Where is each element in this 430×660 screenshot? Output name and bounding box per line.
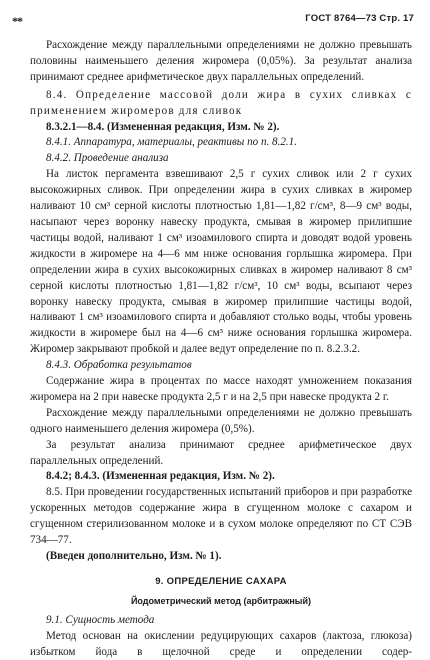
paragraph-results: Содержание жира в процентах по массе находят умножением показания жиромера на 2 при навеске продукта 2,5 г и на 2,5 при навеске продукта 2 г.	[30, 375, 412, 403]
paragraph-average: За результат анализа принимают среднее арифметическое двух параллельных определений.	[30, 438, 412, 467]
clause-8-4-1: 8.4.1. Аппаратура, материалы, реактивы по п. 8.2.1.	[46, 136, 297, 149]
corner-mark: **	[12, 14, 22, 28]
method-subtitle: Йодометрический метод (арбитражный)	[130, 595, 312, 606]
paragraph-divergence-1: Расхождение между параллельными определениями не должно превышать половины наименьшего деления жиромера (0,05%). За результат анализа принимают среднее арифметическое двух параллельных определений.	[30, 39, 412, 83]
clause-8-5: 8.5. При проведении государственных испытаний приборов и при разработке ускоренных методов содержание жира в сгущенном молоке с сахаром и сгущенном стерилизованном молоке и в сухом молоке определяют по СТ СЭВ 734—77.	[30, 486, 412, 547]
page-header: ГОСТ 8764—73 Стр. 17	[305, 13, 414, 24]
clause-9-1-title: 9.1. Сущность метода	[46, 613, 155, 626]
section-title-9: 9. ОПРЕДЕЛЕНИЕ САХАРА	[155, 575, 287, 587]
paragraph-procedure: На листок пергамента взвешивают 2,5 г сухих сливок или 2 г сухих высокожирных сливок. При определении жира в сухих сливках в жиромер наливают 10 см³ серной кислоты плотностью 1,81—1,82 г/см³, 8—9 см³ воды, насыпают через воронку навеску продукта, смывая в жиромер прилипшие частицы водой, наливают 1 см³ изоамилового спирта и доводят водой уровень жидкости в жиромере на 4—6 мм ниже основания горлышка жиромера. При определении жира в сухих высокожирных сливках в жиромер наливают 8 см³ серной кислоты плотностью 1,81—1,82 г/см³, 10 см³ воды, всыпают через воронку навеску продукта, смывая в жиромер прилипшие частицы водой, наливают 1 см³ изоамилового спирта и добавляют столько воды, чтобы уровень жидкости в жиромере был на 4—6 см³ ниже основания горлышка жиромера. Жиромер закрывают пробкой и далее ведут определение по п. 8.2.3.2.	[30, 168, 412, 356]
amendment-note-2: 8.4.2; 8.4.3. (Измененная редакция, Изм. № 2).	[46, 470, 275, 483]
heading-8-4: 8.4. Определение массовой доли жира в сухих сливках с применением жиромеров для сливок	[30, 88, 412, 117]
clause-8-4-2-title: 8.4.2. Проведение анализа	[46, 152, 169, 165]
body-text	[30, 38, 412, 660]
amendment-note-1: 8.3.2.1—8.4. (Измененная редакция, Изм. № 2).	[46, 120, 280, 133]
paragraph-method: Метод основан на окислении редуцирующих сахаров (лактоза, глюкоза) избытком йода в щелочной среде и определении содер-	[30, 629, 412, 658]
amendment-note-3: (Введен дополнительно, Изм. № 1).	[46, 550, 222, 562]
clause-8-4-3-title: 8.4.3. Обработка результатов	[46, 359, 192, 372]
paragraph-divergence-2: Расхождение между параллельными определениями не должно превышать одного наименьшего деления жиромера (0,5%).	[30, 406, 412, 435]
